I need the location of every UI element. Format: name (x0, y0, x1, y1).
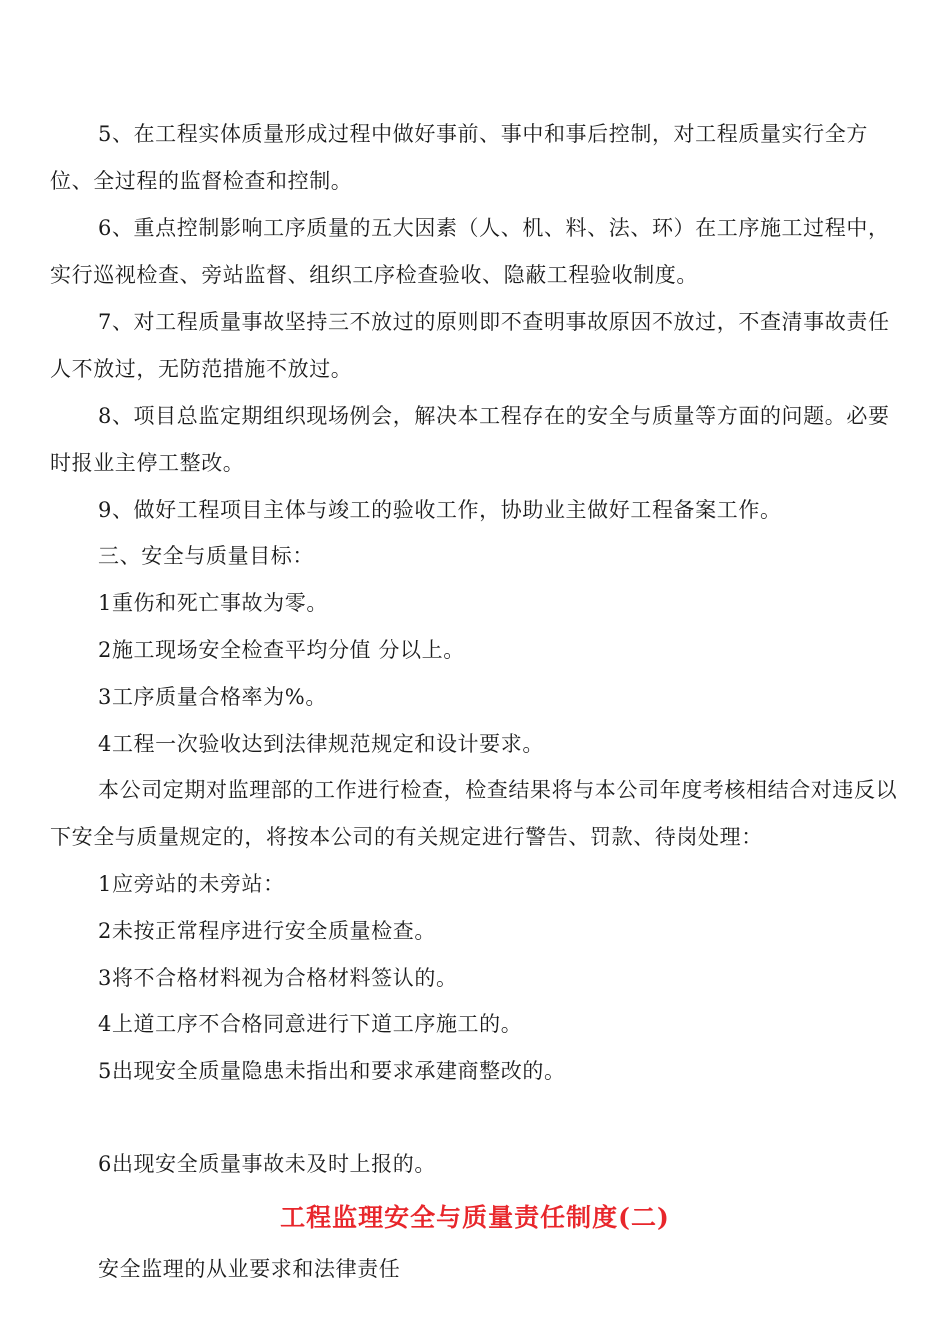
goal-item-1: 1重伤和死亡事故为零。 (98, 591, 328, 615)
paragraph-item-6: 6、重点控制影响工序质量的五大因素（人、机、料、法、环）在工序施工过程中，实行巡视检查、旁站监督、组织工序检查验收、隐蔽工程验收制度。 (50, 216, 890, 287)
goal-item-4: 4工程一次验收达到法律规范规定和设计要求。 (98, 732, 544, 756)
section-heading: 工程监理安全与质量责任制度(二) (280, 1203, 670, 1232)
paragraph-item-8: 8、项目总监定期组织现场例会，解决本工程存在的安全与质量等方面的问题。必要时报业主停工整改。 (50, 404, 890, 475)
subheading-text: 安全监理的从业要求和法律责任 (98, 1257, 401, 1281)
goal-item-2: 2施工现场安全检查平均分值 分以上。 (98, 638, 465, 662)
violation-item-5: 5出现安全质量隐患未指出和要求承建商整改的。 (98, 1059, 566, 1083)
violation-item-3: 3将不合格材料视为合格材料签认的。 (98, 966, 458, 990)
violation-item-1: 1应旁站的未旁站： (98, 872, 285, 896)
paragraph-inspection: 本公司定期对监理部的工作进行检查，检查结果将与本公司年度考核相结合对违反以下安全与质量规定的，将按本公司的有关规定进行警告、罚款、待岗处理： (50, 778, 898, 849)
goal-item-3: 3工序质量合格率为%。 (98, 685, 327, 709)
violation-item-2: 2未按正常程序进行安全质量检查。 (98, 919, 436, 943)
paragraph-item-7: 7、对工程质量事故坚持三不放过的原则即不查明事故原因不放过，不查清事故责任人不放过，无防范措施不放过。 (50, 310, 890, 381)
violation-item-4: 4上道工序不合格同意进行下道工序施工的。 (98, 1012, 523, 1036)
paragraph-item-5: 5、在工程实体质量形成过程中做好事前、事中和事后控制，对工程质量实行全方位、全过程的监督检查和控制。 (50, 122, 868, 193)
violation-item-6: 6出现安全质量事故未及时上报的。 (98, 1152, 436, 1176)
paragraph-item-9: 9、做好工程项目主体与竣工的验收工作，协助业主做好工程备案工作。 (98, 498, 782, 522)
section-title-goals: 三、安全与质量目标： (98, 544, 314, 568)
